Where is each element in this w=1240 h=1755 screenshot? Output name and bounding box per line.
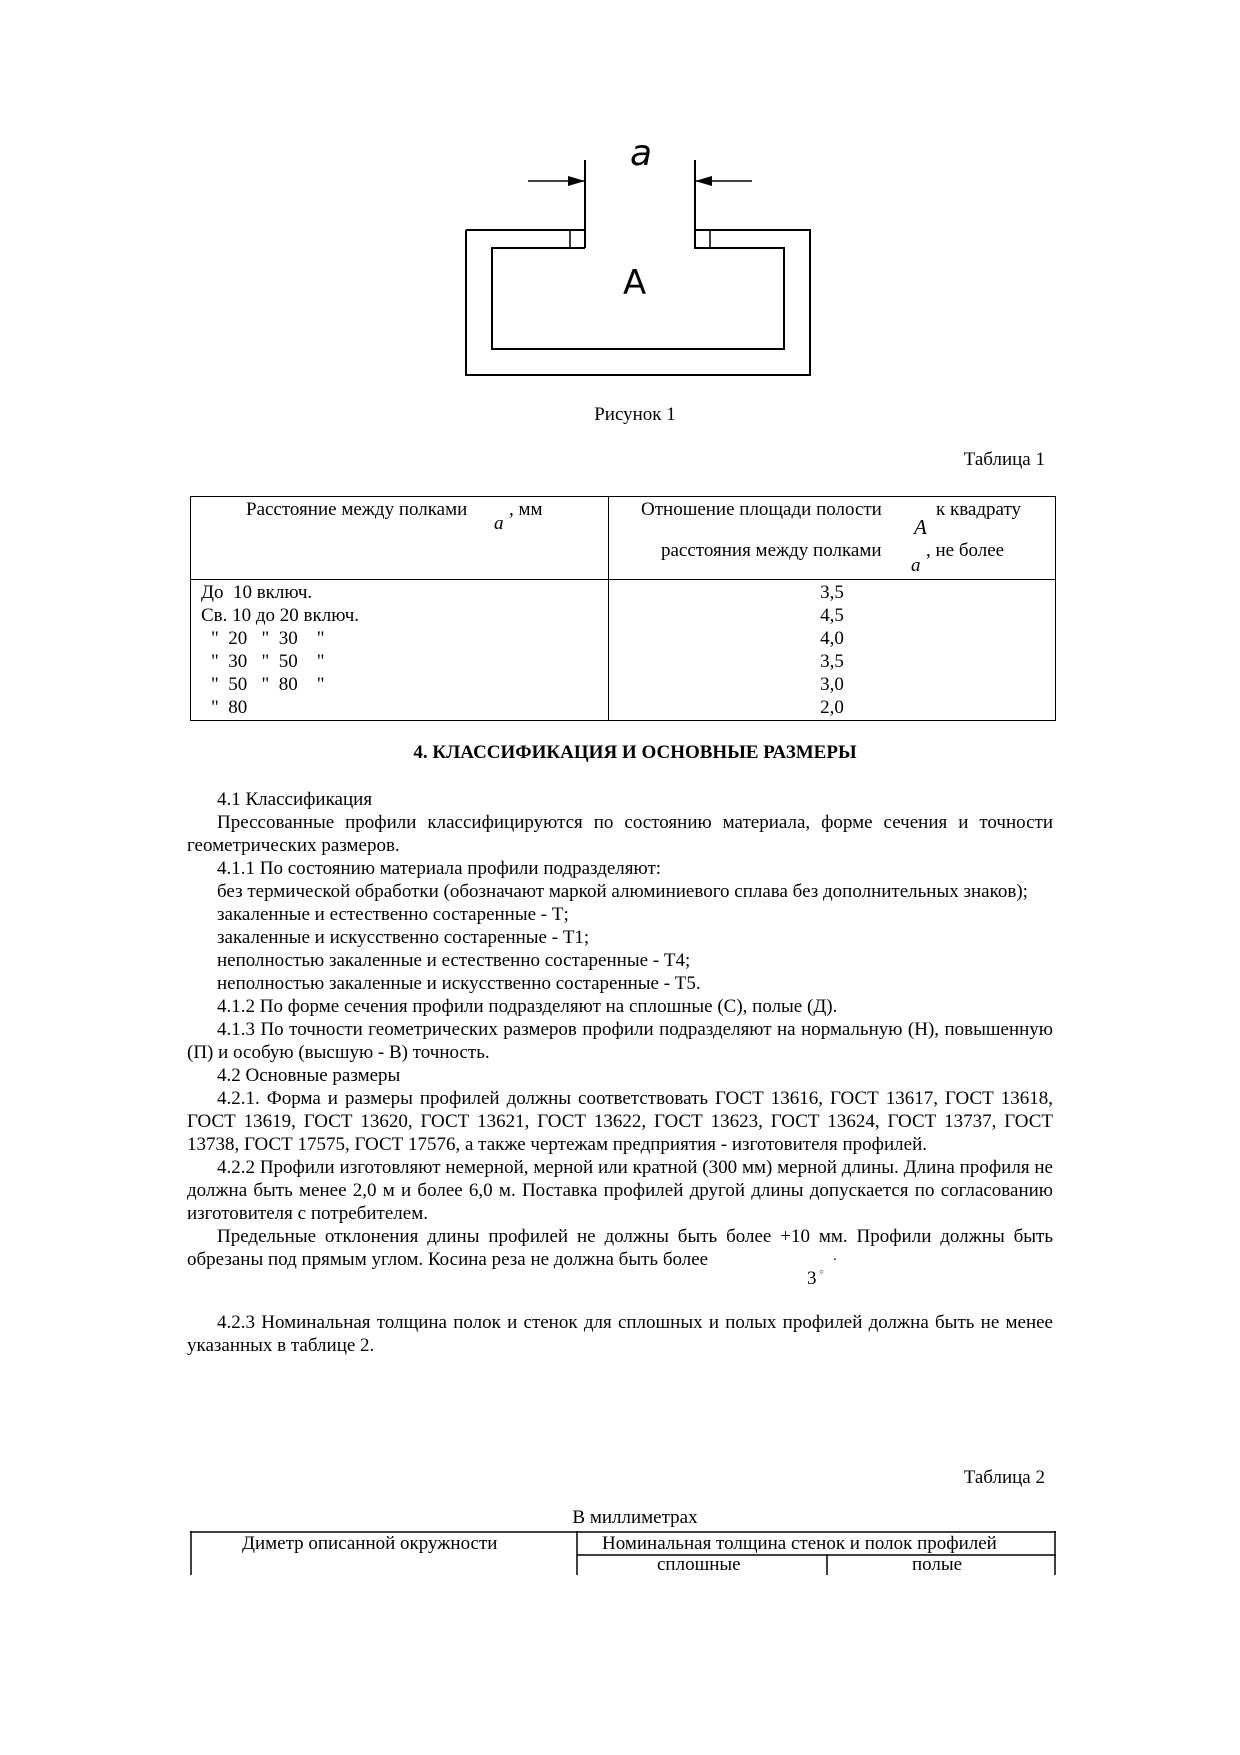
value-cell: 4,5 <box>820 605 844 626</box>
table-2-sub1: сплошные <box>657 1554 741 1575</box>
paragraph: 4.1 Классификация <box>217 789 373 810</box>
table-2-units: В миллиметрах <box>572 1507 698 1528</box>
table-1 <box>190 496 1056 721</box>
value-cell: 3,0 <box>820 674 844 695</box>
section-heading: 4. КЛАССИФИКАЦИЯ И ОСНОВНЫЕ РАЗМЕРЫ <box>413 742 857 763</box>
value-cell: 3,5 <box>820 651 844 672</box>
paragraph: 4.1.1 По состоянию материала профили подразделяют: <box>217 858 662 879</box>
header-left-symbol: a <box>494 513 504 534</box>
value-cell: 4,0 <box>820 628 844 649</box>
table-1-ranges <box>191 580 609 721</box>
header-left-unit: , мм <box>509 499 543 520</box>
paragraph: неполностью закаленные и искусственно состаренные - Т5. <box>217 973 701 994</box>
header-right-line1a: Отношение площади полости <box>641 499 882 520</box>
paragraph: закаленные и искусственно состаренные - Т1; <box>217 927 590 948</box>
paragraph: 4.2 Основные размеры <box>217 1065 401 1086</box>
table-2 <box>190 1531 1056 1575</box>
paragraph: Прессованные профили классифицируются по состоянию материала, форме сечения и точности геометрических размеров. <box>187 812 1053 856</box>
header-right-symbol-a: a <box>911 555 921 576</box>
paragraph: 4.2.3 Номинальная толщина полок и стенок для сплошных и полых профилей должна быть не менее указанных в таблице 2. <box>187 1312 1053 1356</box>
header-right-line2a: расстояния между полками <box>661 540 882 561</box>
table-1-header-right <box>609 497 1056 580</box>
figure-1-drawing <box>460 133 820 385</box>
angle-dot: . <box>833 1248 837 1264</box>
section-body <box>187 788 1053 1357</box>
value-cell: 3,5 <box>820 582 844 603</box>
range-cell: До 10 включ. <box>201 582 313 603</box>
header-right-symbol-A: A <box>914 515 927 539</box>
paragraph: Предельные отклонения длины профилей не должны быть более +10 мм. Профили должны быть обрезаны под прямым углом. Косина реза не должна быть более <box>187 1226 1053 1270</box>
paragraph: неполностью закаленные и естественно состаренные - Т4; <box>217 950 691 971</box>
value-cell: 2,0 <box>820 697 844 718</box>
table-1-header-left <box>191 497 609 580</box>
range-cell: " 80 <box>211 697 248 718</box>
angle-value: 3 <box>807 1268 817 1289</box>
table-2-sub2: полые <box>912 1554 963 1575</box>
paragraph: закаленные и естественно состаренные - Т; <box>217 904 569 925</box>
degree-sign: ° <box>819 1267 824 1281</box>
range-cell: " 20 " 30 " <box>211 628 325 649</box>
header-right-line2b: , не более <box>926 540 1005 561</box>
paragraph: 4.1.3 По точности геометрических размеров профили подразделяют на нормальную (Н), повышенную (П) и особую (высшую - В) точность. <box>187 1019 1053 1063</box>
range-cell: Св. 10 до 20 включ. <box>201 605 360 626</box>
table-2-col2: Номинальная толщина стенок и полок профилей <box>602 1533 997 1554</box>
table-2-col1: Диметр описанной окружности <box>242 1533 498 1554</box>
range-cell: " 50 " 80 " <box>211 674 325 695</box>
header-right-line1b: к квадрату <box>936 499 1022 520</box>
header-left-text: Расстояние между полками <box>246 499 468 520</box>
table-1-label: Таблица 1 <box>963 449 1045 470</box>
range-cell: " 30 " 50 " <box>211 651 325 672</box>
paragraph: 4.2.1. Форма и размеры профилей должны соответствовать ГОСТ 13616, ГОСТ 13617, ГОСТ 13618, ГОСТ 13619, ГОСТ 13620, ГОСТ 13621, ГОСТ 13622, ГОСТ 13623, ГОСТ 13624, ГОСТ 13737, ГОСТ 13738, ГОСТ 17575, ГОСТ 17576, а также чертежам предприятия - изготовителя профилей. <box>187 1088 1053 1155</box>
paragraph: без термической обработки (обозначают маркой алюминиевого сплава без дополнительных знаков); <box>217 881 1028 902</box>
dimension-label-a: a <box>630 133 653 174</box>
area-label-A: A <box>623 263 647 303</box>
table-1-values <box>609 580 1056 721</box>
paragraph: 4.1.2 По форме сечения профили подразделяют на сплошные (С), полые (Д). <box>217 996 838 1017</box>
figure-caption: Рисунок 1 <box>594 404 676 425</box>
paragraph: 4.2.2 Профили изготовляют немерной, мерной или кратной (300 мм) мерной длины. Длина профиля не должна быть менее 2,0 м и более 6,0 м. Поставка профилей другой длины допускается по согласованию изготовителя с потребителем. <box>187 1157 1053 1224</box>
table-2-label: Таблица 2 <box>963 1467 1045 1488</box>
